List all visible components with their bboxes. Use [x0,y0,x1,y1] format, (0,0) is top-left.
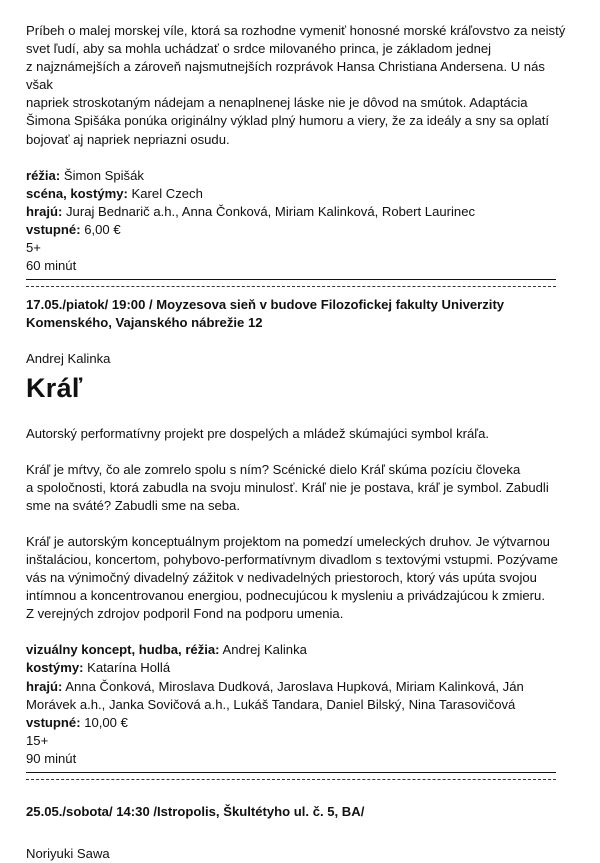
event-venue-heading: 25.05./sobota/ 14:30 /Istropolis, Škultétyho ul. č. 5, BA/ [26,804,365,819]
intro-description [26,22,566,149]
event-title: Kráľ [26,372,83,403]
duration: 90 minút [26,750,77,766]
text-line: napriek stroskotaným nádejam a nenaplnenej láske nie je dôvod na smútok. Adaptácia [26,95,528,111]
credit-admission: vstupné: 6,00 € [26,221,121,237]
credit-admission: vstupné: 10,00 € [26,714,128,730]
text-line: Šimona Spišáka ponúka originálny výklad plný humoru a viery, že za ideály a sny sa oplatí [26,113,550,129]
document-page [26,0,566,863]
show1-credits [26,167,566,276]
credit-scenography: scéna, kostýmy: Karel Czech [26,185,203,201]
credit-costumes: kostýmy: Katarína Hollá [26,660,171,676]
section-divider [26,772,556,783]
text-line: Príbeh o malej morskej víle, ktorá sa rozhodne vymeniť honosné morské kráľovstvo za neistý [26,23,566,38]
credit-cast: hrajú: Anna Čonková, Miroslava Dudková, Jaroslava Hupková, Miriam Kalinková, Ján Morávek a.h., Janka Sovičová a.h., Lukáš Tandara, Daniel Bilský, Nina Tarasovičová [26,678,524,712]
event-author: Andrej Kalinka [26,351,111,367]
description-paragraph: Kráľ je autorským konceptuálnym projektom na pomedzí umeleckých druhov. Je výtvarnou inštaláciou, koncertom, pohybovo-performatívnym divadlom s textovými vstupmi. Pozývame vás na výnimočný divadelný zážitok v nedivadelných priestoroch, ktorý vás upúta svojou intímnou a koncentrovanou energiou, podnecujúcou k mysleniu a privádzajúcou k zmieru. Z verejných zdrojov podporil Fond na podporu umenia. [26,533,558,622]
text-line: z najznámejších a zároveň najsmutnejších rozprávok Hansa Christiana Andersena. U nás však [26,59,545,93]
section-divider [26,279,556,290]
description-paragraph: Kráľ je mŕtvy, čo ale zomrelo spolu s ním? Scénické dielo Kráľ skúma pozíciu človeka a spoločnosti, ktorá zabudla na svoju minulosť. Kráľ nie je postava, kráľ je symbol. Zabudli sme na sváté? Zabudli sme na seba. [26,461,549,513]
credit-cast: hrajú: Juraj Bednarič a.h., Anna Čonková, Miriam Kalinková, Robert Laurinec [26,203,476,219]
event-venue-heading: 17.05./piatok/ 19:00 / Moyzesova sieň v budove Filozofickej fakulty Univerzity Komenského, Vajanského nábrežie 12 [26,297,505,331]
age-rating: 15+ [26,732,49,748]
credit-director: réžia: Šimon Spišák [26,167,144,183]
description-paragraph: Autorský performatívny projekt pre dospelých a mládež skúmajúci symbol kráľa. [26,425,490,441]
text-line: svet ľudí, aby sa mohla uchádzať o srdce milovaného princa, je základom jednej [26,41,492,57]
text-line: bojovať aj napriek nepriazni osudu. [26,131,230,147]
event-author: Noriyuki Sawa [26,846,110,862]
event2-credits [26,641,566,768]
credit-concept: vizuálny koncept, hudba, réžia: Andrej Kalinka [26,642,307,658]
duration: 60 minút [26,258,77,274]
age-rating: 5+ [26,240,41,256]
